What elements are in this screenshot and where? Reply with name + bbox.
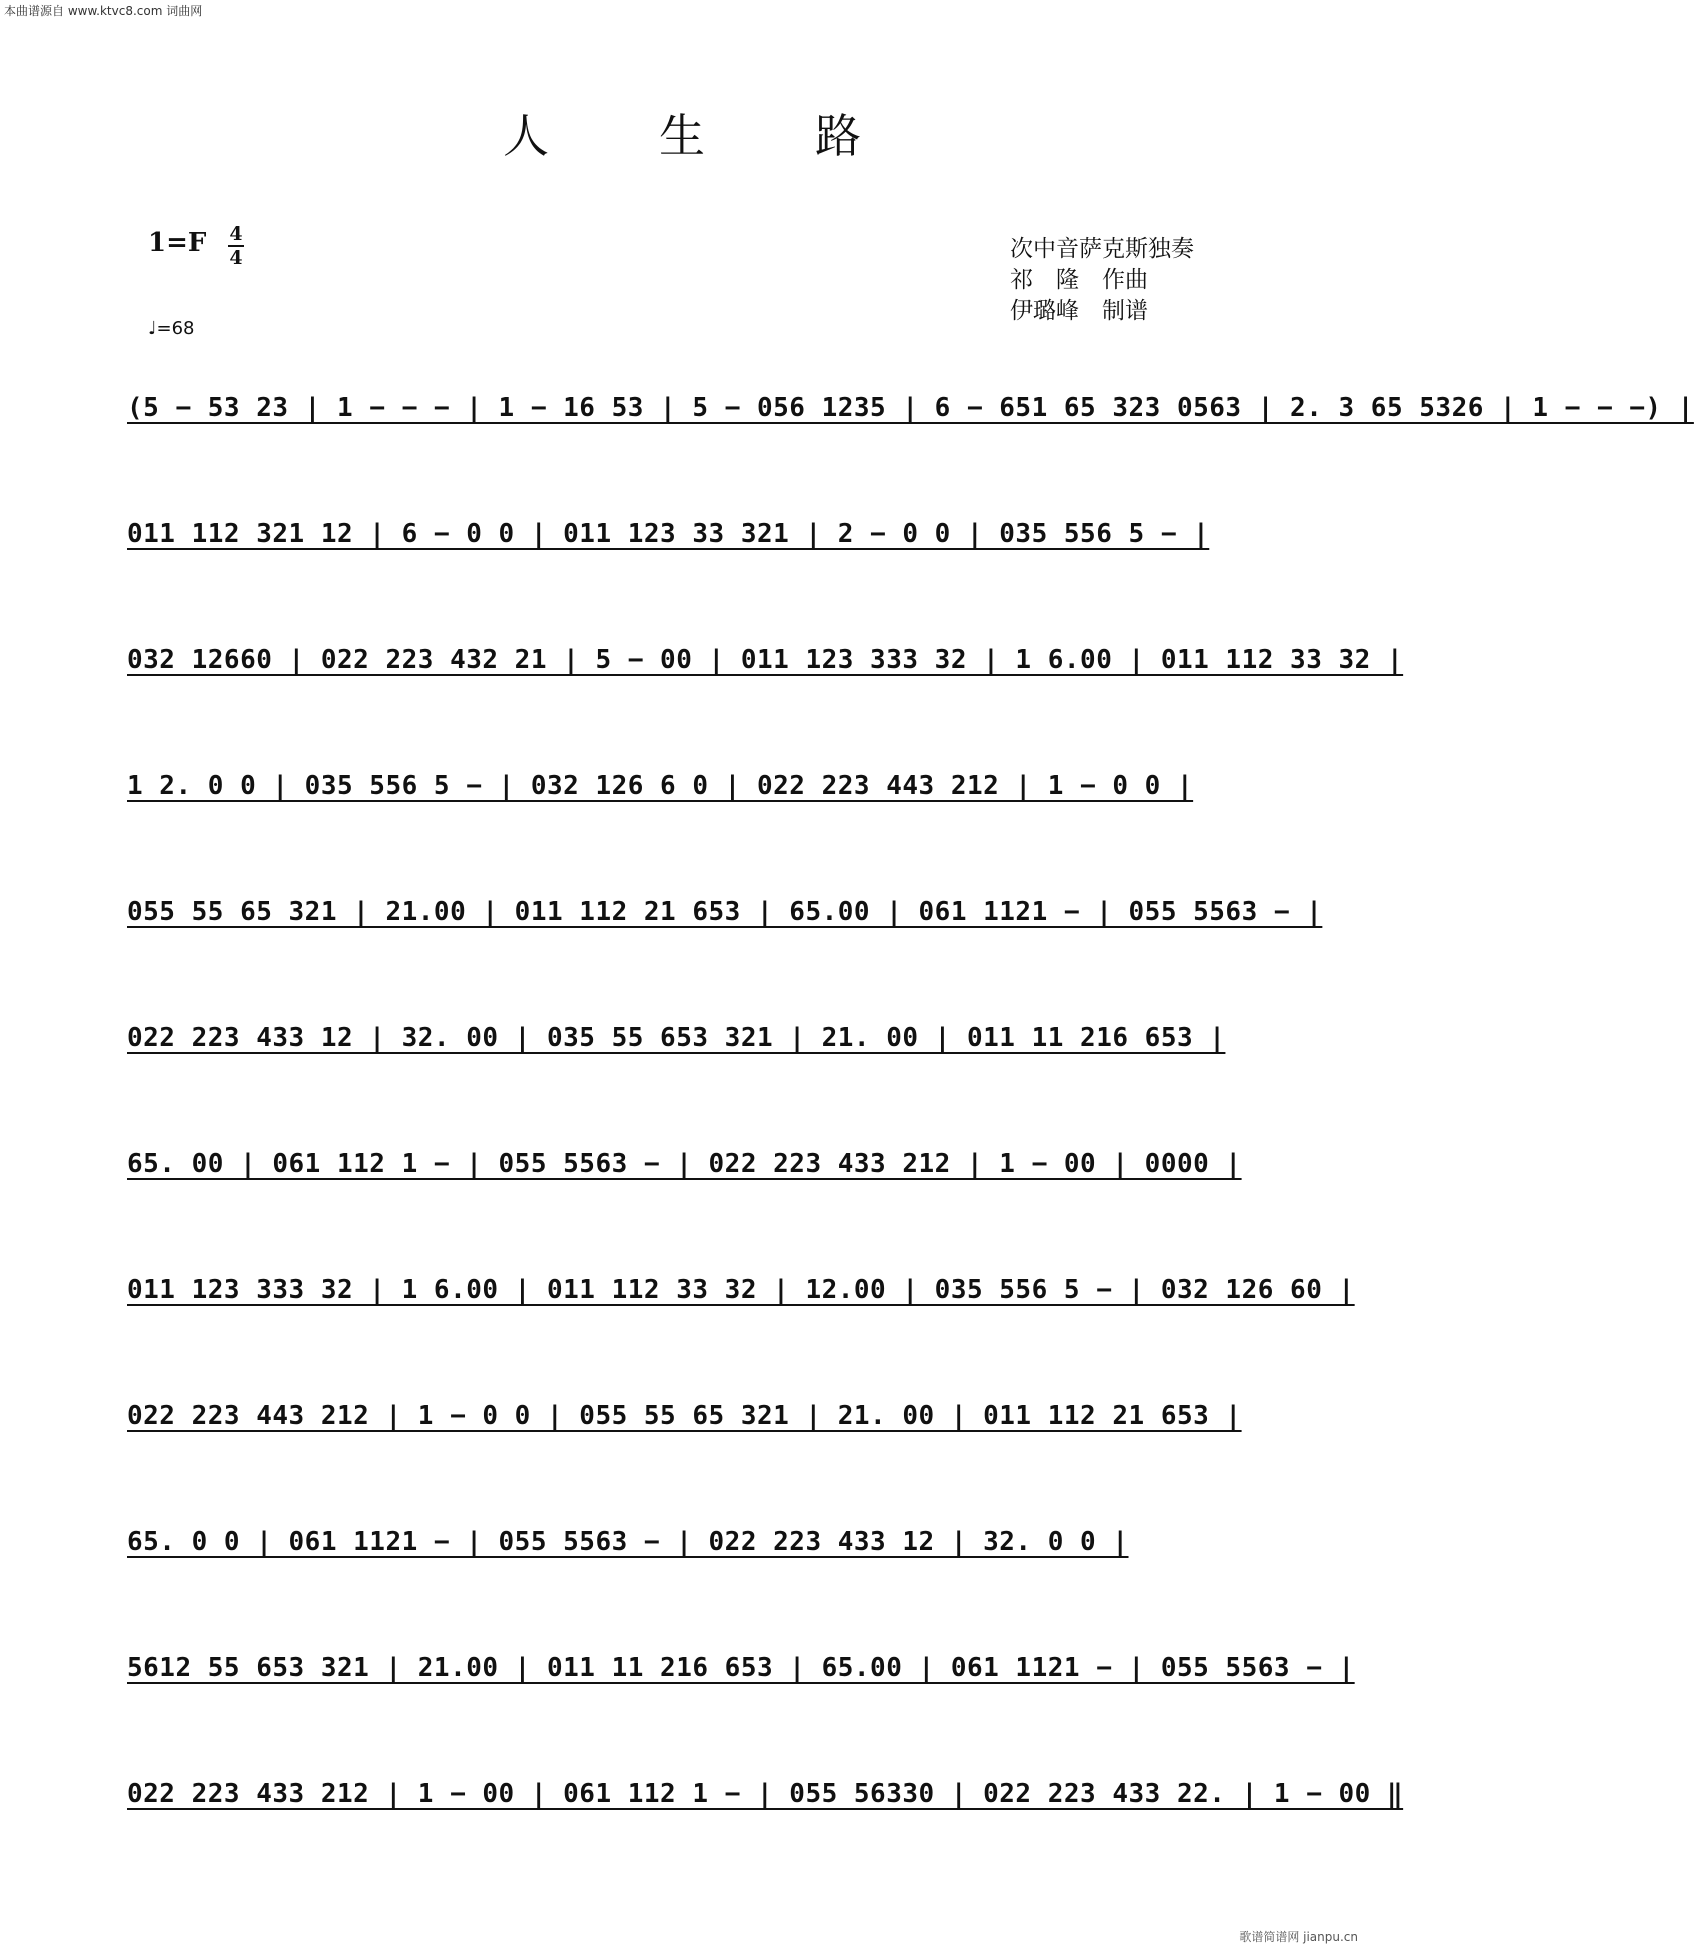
page-title: 人生路 — [503, 109, 971, 163]
credit-composer: 祁 隆 作曲 — [1010, 267, 1148, 293]
score-row — [127, 1779, 1404, 1905]
score-line: 022 223 433 12 | 32. 00 | 035 55 653 321 | 21. 00 | 011 11 216 653 | — [127, 1023, 1226, 1053]
time-signature-top: 4 — [229, 223, 243, 245]
score-line: 022 223 443 212 | 1 − 0 0 | 055 55 65 321 | 21. 00 | 011 112 21 653 | — [127, 1401, 1242, 1431]
score-line: 65. 00 | 061 112 1 − | 055 5563 − | 022 223 433 212 | 1 − 00 | 0000 | — [127, 1149, 1242, 1179]
score-line: 032 12660 | 022 223 432 21 | 5 − 00 | 011 123 333 32 | 1 6.00 | 011 112 33 32 | — [127, 645, 1404, 675]
score-row — [127, 771, 1247, 897]
key-signature: 1=F — [148, 228, 207, 258]
top-watermark: 本曲谱源自 www.ktvc8.com 词曲网 — [4, 4, 203, 18]
score-row — [127, 519, 1247, 645]
score-line: 055 55 65 321 | 21.00 | 011 112 21 653 | 65.00 | 061 1121 − | 055 5563 − | — [127, 897, 1323, 927]
credit-performance: 次中音萨克斯独奏 — [1010, 236, 1194, 262]
score-row — [127, 1275, 1355, 1401]
score-line: 022 223 433 212 | 1 − 00 | 061 112 1 − | 055 56330 | 022 223 433 22. | 1 − 00 ‖ — [127, 1779, 1404, 1809]
score-row — [127, 1149, 1247, 1275]
tempo-marking: ♩=68 — [148, 318, 195, 339]
score-row — [127, 897, 1323, 1023]
score — [127, 393, 1694, 1905]
score-row — [127, 1401, 1247, 1527]
score-line: 011 123 333 32 | 1 6.00 | 011 112 33 32 | 12.00 | 035 556 5 − | 032 126 60 | — [127, 1275, 1355, 1305]
score-line: 011 112 321 12 | 6 − 0 0 | 011 123 33 321 | 2 − 0 0 | 035 556 5 − | — [127, 519, 1210, 549]
time-signature-bottom: 4 — [229, 247, 243, 269]
score-line: 65. 0 0 | 061 1121 − | 055 5563 − | 022 223 433 12 | 32. 0 0 | — [127, 1527, 1129, 1557]
score-line: 1 2. 0 0 | 035 556 5 − | 032 126 6 0 | 022 223 443 212 | 1 − 0 0 | — [127, 771, 1194, 801]
time-signature — [228, 224, 244, 268]
score-row — [127, 1023, 1247, 1149]
score-row — [127, 1653, 1355, 1779]
score-row — [127, 393, 1694, 519]
score-line: (5 − 53 23 | 1 − − − | 1 − 16 53 | 5 − 056 1235 | 6 − 651 65 323 0563 | 2. 3 65 5326 | 1 − − −) | — [127, 393, 1694, 423]
bottom-watermark: 歌谱简谱网 jianpu.cn — [1239, 1930, 1358, 1944]
credit-arranger: 伊璐峰 制谱 — [1010, 298, 1148, 324]
credits — [1010, 234, 1194, 327]
score-row — [127, 1527, 1247, 1653]
score-line: 5612 55 653 321 | 21.00 | 011 11 216 653 | 65.00 | 061 1121 − | 055 5563 − | — [127, 1653, 1355, 1683]
score-row — [127, 645, 1404, 771]
